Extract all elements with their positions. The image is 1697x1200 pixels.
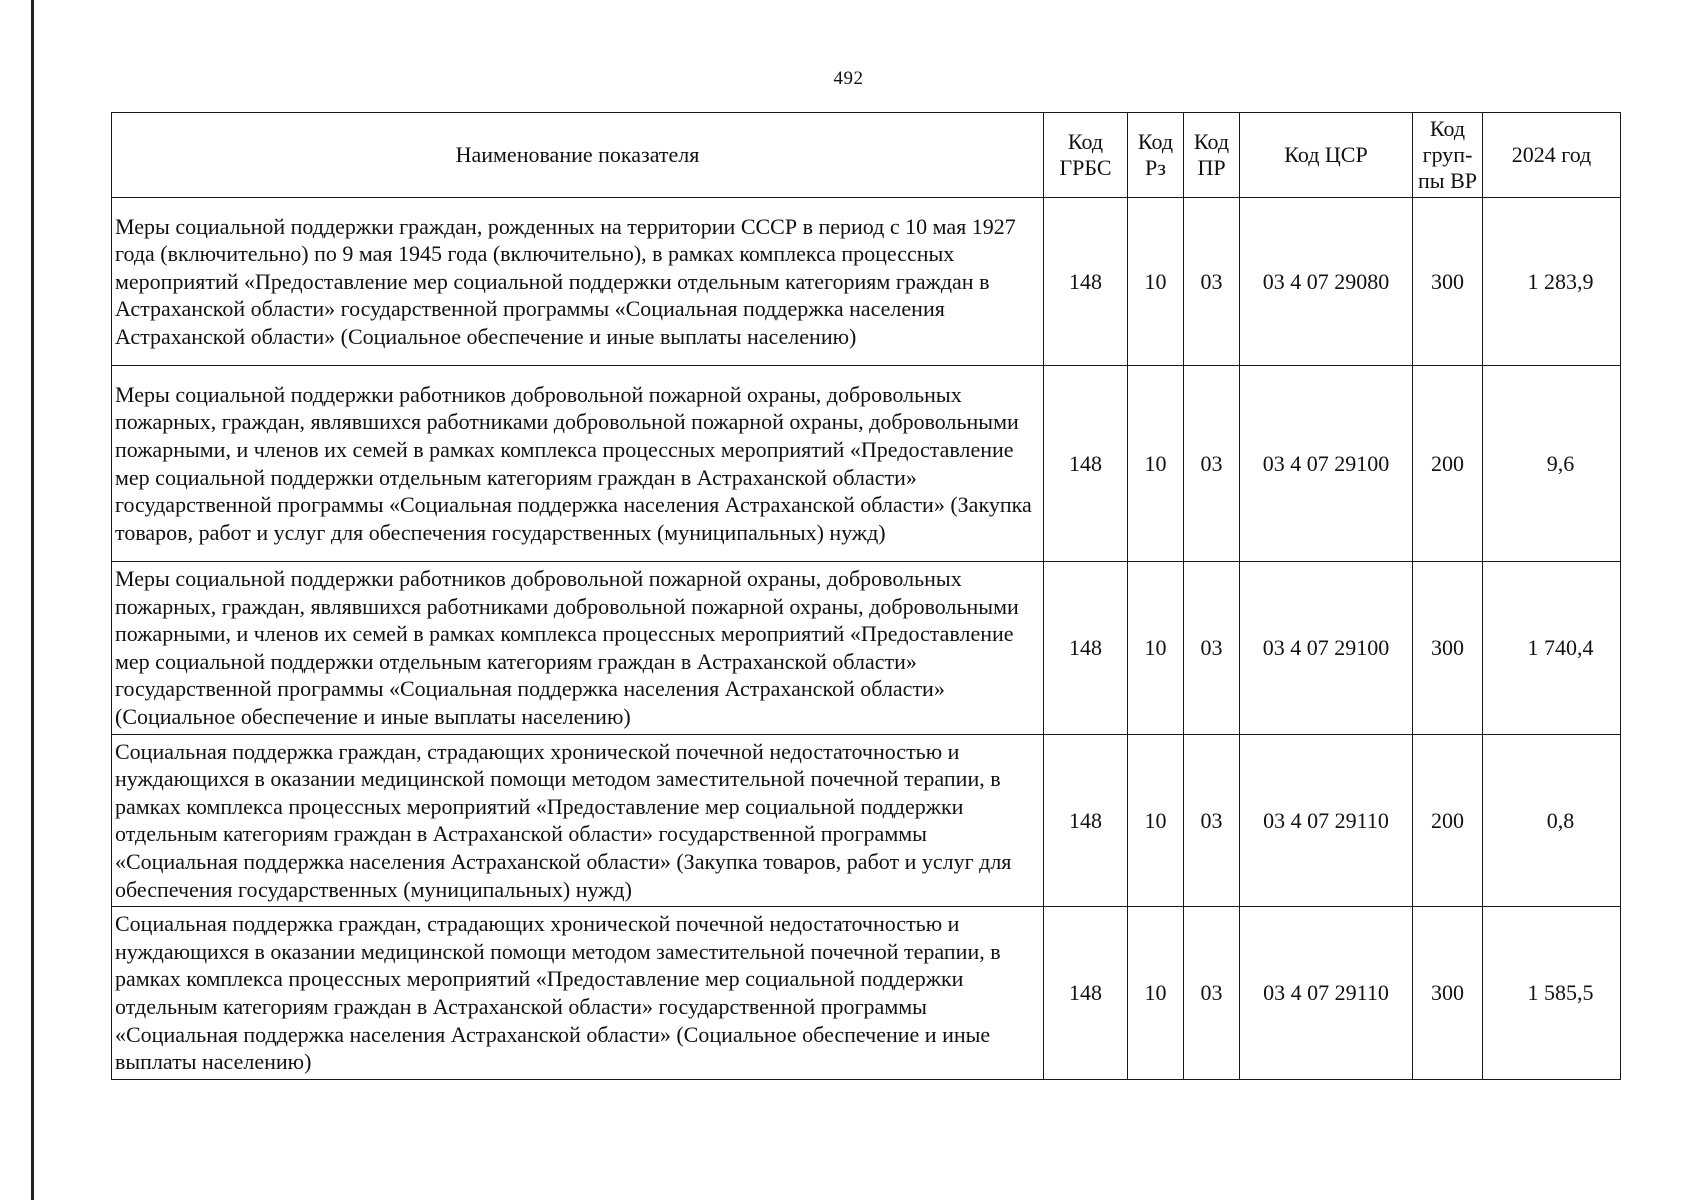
header-grbs: Код ГРБС xyxy=(1044,113,1128,198)
row-pr: 03 xyxy=(1184,734,1240,907)
row-value: 1 740,4 xyxy=(1483,562,1621,735)
row-rz: 10 xyxy=(1128,907,1184,1080)
row-value: 1 283,9 xyxy=(1483,198,1621,366)
row-pr: 03 xyxy=(1184,198,1240,366)
row-csr: 03 4 07 29110 xyxy=(1240,907,1413,1080)
row-pr: 03 xyxy=(1184,366,1240,562)
row-vr: 300 xyxy=(1413,562,1483,735)
table-header-row xyxy=(112,113,1621,198)
row-value: 0,8 xyxy=(1483,734,1621,907)
row-csr: 03 4 07 29110 xyxy=(1240,734,1413,907)
budget-table xyxy=(111,112,1621,1080)
table-row xyxy=(112,907,1621,1080)
row-value: 1 585,5 xyxy=(1483,907,1621,1080)
row-name: Меры социальной поддержки граждан, рожденных на территории СССР в период с 10 мая 1927 года (включительно) по 9 мая 1945 года (включительно), в рамках комплекса процессных мероприятий «Предоставление мер социальной поддержки отдельным категориям граждан в Астраханской области» государственной программы «Социальная поддержка населения Астраханской области» (Социальное обеспечение и иные выплаты населению) xyxy=(112,198,1044,366)
row-name: Социальная поддержка граждан, страдающих хронической почечной недостаточностью и нуждающихся в оказании медицинской помощи методом заместительной почечной терапии, в рамках комплекса процессных мероприятий «Предоставление мер социальной поддержки отдельным категориям граждан в Астраханской области» государственной программы «Социальная поддержка населения Астраханской области» (Социальное обеспечение и иные выплаты населению) xyxy=(112,907,1044,1080)
header-vr: Код груп-пы ВР xyxy=(1413,113,1483,198)
table-row xyxy=(112,562,1621,735)
row-csr: 03 4 07 29100 xyxy=(1240,562,1413,735)
row-value: 9,6 xyxy=(1483,366,1621,562)
row-grbs: 148 xyxy=(1044,907,1128,1080)
table-row xyxy=(112,198,1621,366)
table-row xyxy=(112,734,1621,907)
header-pr: Код ПР xyxy=(1184,113,1240,198)
row-name: Меры социальной поддержки работников добровольной пожарной охраны, добровольных пожарных, граждан, являвшихся работниками добровольной пожарной охраны, добровольными пожарными, и членов их семей в рамках комплекса процессных мероприятий «Предоставление мер социальной поддержки отдельным категориям граждан в Астраханской области» государственной программы «Социальная поддержка населения Астраханской области» (Закупка товаров, работ и услуг для обеспечения государственных (муниципальных) нужд) xyxy=(112,366,1044,562)
row-name: Меры социальной поддержки работников добровольной пожарной охраны, добровольных пожарных, граждан, являвшихся работниками добровольной пожарной охраны, добровольными пожарными, и членов их семей в рамках комплекса процессных мероприятий «Предоставление мер социальной поддержки отдельным категориям граждан в Астраханской области» государственной программы «Социальная поддержка населения Астраханской области» (Социальное обеспечение и иные выплаты населению) xyxy=(112,562,1044,735)
row-grbs: 148 xyxy=(1044,198,1128,366)
row-pr: 03 xyxy=(1184,562,1240,735)
row-vr: 300 xyxy=(1413,198,1483,366)
row-rz: 10 xyxy=(1128,734,1184,907)
row-rz: 10 xyxy=(1128,366,1184,562)
row-grbs: 148 xyxy=(1044,734,1128,907)
row-rz: 10 xyxy=(1128,562,1184,735)
row-pr: 03 xyxy=(1184,907,1240,1080)
row-rz: 10 xyxy=(1128,198,1184,366)
row-csr: 03 4 07 29100 xyxy=(1240,366,1413,562)
row-vr: 200 xyxy=(1413,734,1483,907)
row-vr: 200 xyxy=(1413,366,1483,562)
row-name: Социальная поддержка граждан, страдающих хронической почечной недостаточностью и нуждающихся в оказании медицинской помощи методом заместительной почечной терапии, в рамках комплекса процессных мероприятий «Предоставление мер социальной поддержки отдельным категориям граждан в Астраханской области» государственной программы «Социальная поддержка населения Астраханской области» (Закупка товаров, работ и услуг для обеспечения государственных (муниципальных) нужд) xyxy=(112,734,1044,907)
binding-margin-line xyxy=(31,0,34,1200)
row-csr: 03 4 07 29080 xyxy=(1240,198,1413,366)
header-rz: Код Рз xyxy=(1128,113,1184,198)
row-grbs: 148 xyxy=(1044,562,1128,735)
header-name: Наименование показателя xyxy=(112,113,1044,198)
row-vr: 300 xyxy=(1413,907,1483,1080)
table-row xyxy=(112,366,1621,562)
header-year: 2024 год xyxy=(1483,113,1621,198)
row-grbs: 148 xyxy=(1044,366,1128,562)
header-csr: Код ЦСР xyxy=(1240,113,1413,198)
page-number: 492 xyxy=(833,68,864,89)
